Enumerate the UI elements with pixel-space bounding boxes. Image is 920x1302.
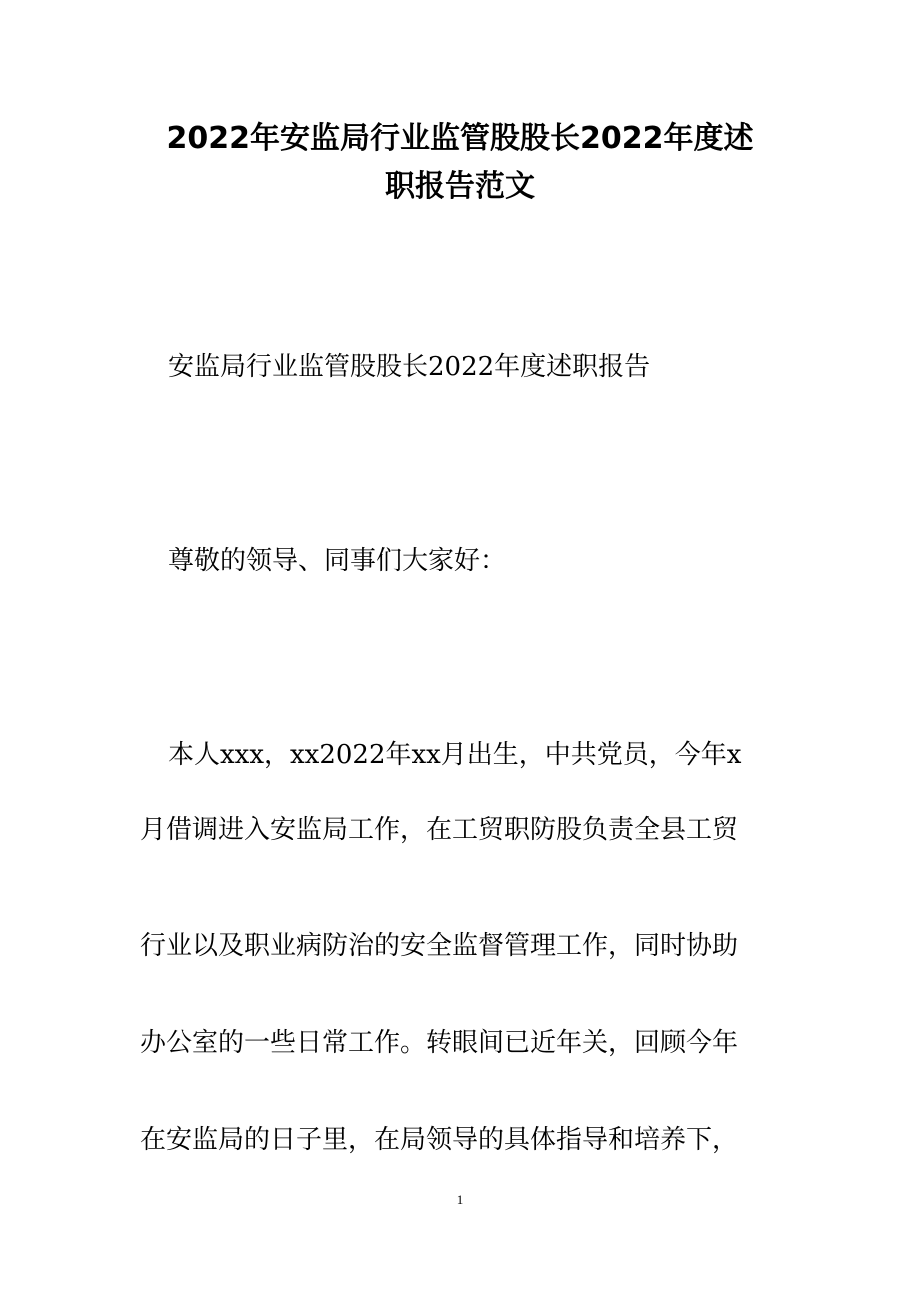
document-title-line-1: 2022年安监局行业监管股股长2022年度述 bbox=[166, 121, 754, 156]
report-subtitle: 安监局行业监管股股长2022年度述职报告 bbox=[168, 352, 651, 382]
body-line-3: 行业以及职业病防治的安全监督管理工作，同时协助 bbox=[140, 931, 739, 961]
document-title-line-2: 职报告范文 bbox=[385, 169, 535, 204]
body-line-5: 在安监局的日子里，在局领导的具体指导和培养下， bbox=[140, 1125, 739, 1155]
body-line-1: 本人xxx，xx2022年xx月出生，中共党员，今年x bbox=[168, 740, 742, 770]
body-line-4: 办公室的一些日常工作。转眼间已近年关，回顾今年 bbox=[140, 1028, 739, 1058]
greeting-line: 尊敬的领导、同事们大家好： bbox=[168, 546, 507, 576]
body-line-2: 月借调进入安监局工作，在工贸职防股负责全县工贸 bbox=[140, 815, 739, 845]
page-number: 1 bbox=[456, 1192, 464, 1207]
